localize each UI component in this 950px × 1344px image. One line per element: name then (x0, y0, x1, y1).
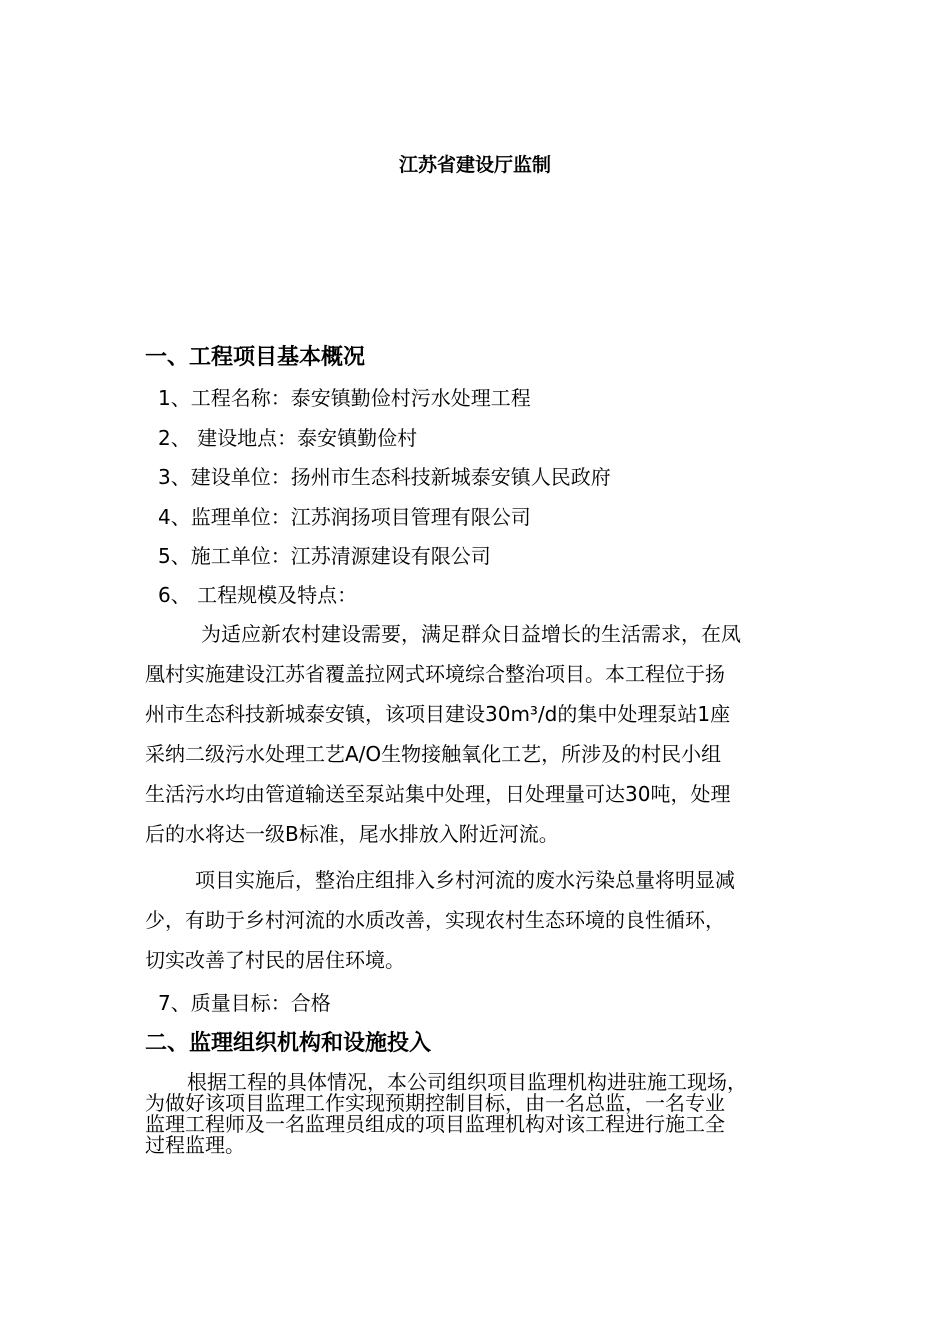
paragraph-line: 后的水将达一级B标准，尾水排放入附近河流。 (145, 822, 559, 846)
project-description-paragraph (145, 614, 810, 854)
paragraph-line: 采纳二级污水处理工艺A/O生物接触氧化工艺，所涉及的村民小组 (145, 742, 722, 766)
paragraph-line: 切实改善了村民的居住环境。 (145, 948, 405, 972)
paragraph-line: 过程监理。 (145, 1133, 245, 1157)
paragraph-line: 监理工程师及一名监理员组成的项目监理机构对该工程进行施工全 (145, 1112, 725, 1136)
supervision-org-paragraph (145, 1072, 815, 1156)
paragraph-line: 为适应新农村建设需要，满足群众日益增长的生活需求，在凤 (201, 622, 741, 646)
paragraph-line: 项目实施后，整治庄组排入乡村河流的废水污染总量将明显减 (195, 868, 735, 892)
supervisor-label: 江苏省建设厅监制 (398, 154, 551, 176)
construction-site-item: 2、 建设地点：泰安镇勤俭村 (158, 426, 418, 450)
project-impact-paragraph (145, 860, 810, 980)
paragraph-line: 少，有助于乡村河流的水质改善，实现农村生态环境的良性循环， (145, 908, 725, 932)
paragraph-line: 根据工程的具体情况，本公司组织项目监理机构进驻施工现场， (187, 1070, 747, 1094)
supervision-unit-item: 4、监理单位：江苏润扬项目管理有限公司 (158, 505, 531, 529)
paragraph-line: 生活污水均由管道输送至泵站集中处理，日处理量可达30吨，处理 (145, 782, 731, 806)
project-name-item: 1、工程名称：泰安镇勤俭村污水处理工程 (158, 386, 531, 410)
scale-features-item: 6、 工程规模及特点： (158, 583, 358, 607)
quality-target-item: 7、质量目标：合格 (158, 991, 331, 1015)
contractor-item: 5、施工单位：江苏清源建设有限公司 (158, 544, 491, 568)
section2-title: 二、监理组织机构和设施投入 (145, 1031, 432, 1056)
paragraph-line: 州市生态科技新城泰安镇，该项目建设30m³/d的集中处理泵站1座 (145, 702, 731, 726)
paragraph-line: 为做好该项目监理工作实现预期控制目标，由一名总监，一名专业 (145, 1091, 725, 1115)
section1-title: 一、工程项目基本概况 (145, 345, 366, 370)
construction-unit-item: 3、建设单位：扬州市生态科技新城泰安镇人民政府 (158, 465, 611, 489)
paragraph-line: 凰村实施建设江苏省覆盖拉网式环境综合整治项目。本工程位于扬 (145, 662, 725, 686)
